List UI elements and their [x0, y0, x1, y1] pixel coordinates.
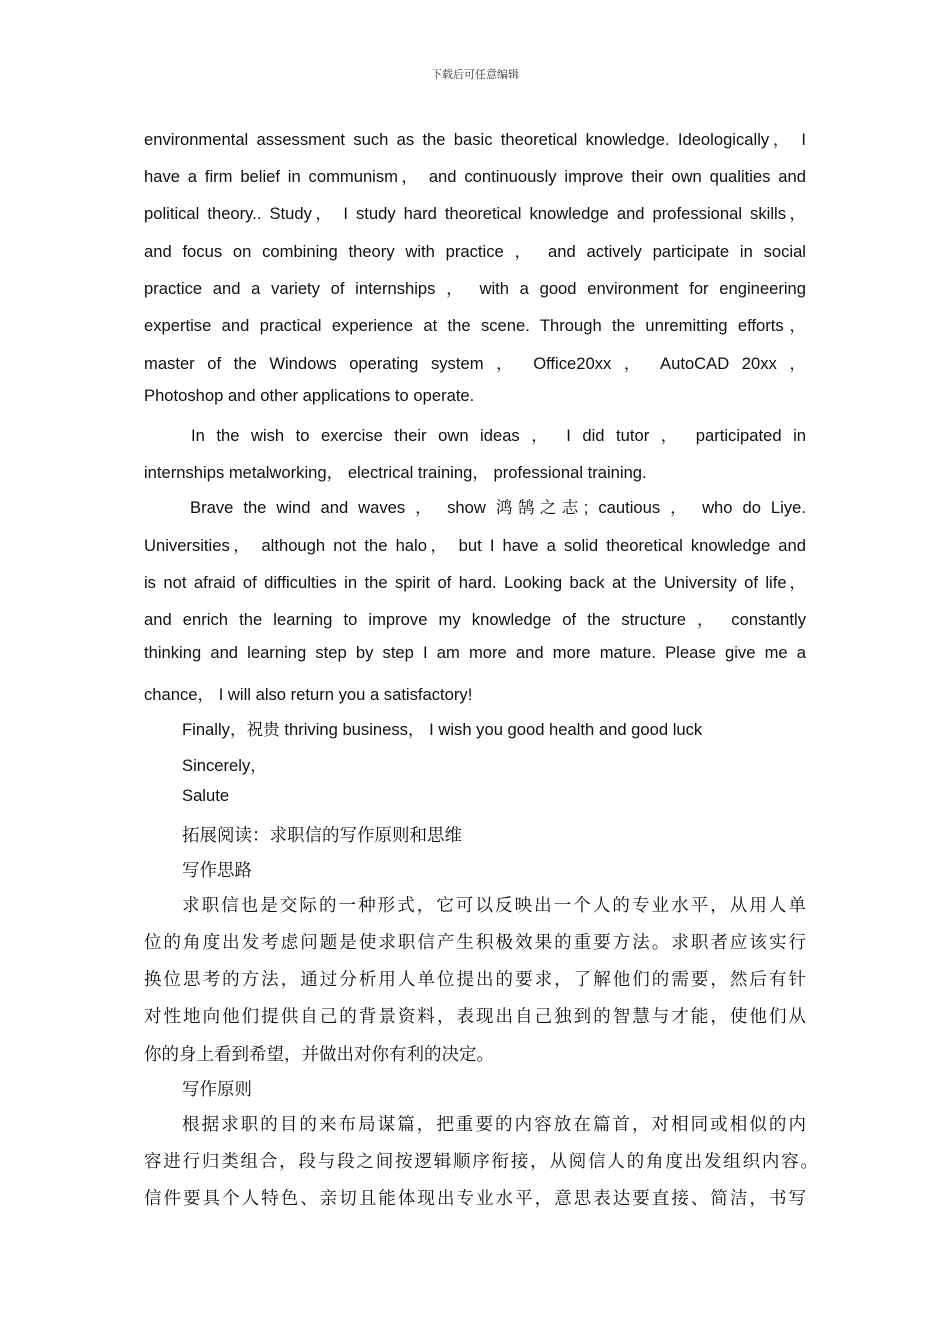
section2-line-3: 信件要具个人特色、亲切且能体现出专业水平，意思表达要直接、简洁，书写	[144, 1189, 806, 1209]
section1-line-1: 求职信也是交际的一种形式，它可以反映出一个人的专业水平，从用人单	[182, 896, 806, 916]
para2-line-1: In the wish to exercise their own ideas ， I did tutor ， participated in	[191, 426, 806, 445]
para1-line-3: political theory.. Study， I study hard theoretical knowledge and professional skills，	[144, 204, 806, 223]
para3-line-1: Brave the wind and waves ， show 鸿鹄之志; cautious ， who do Liye.	[190, 498, 806, 517]
para3-line-3: is not afraid of difficulties in the spirit of hard. Looking back at the University of life，	[144, 573, 806, 592]
section1-line-3: 换位思考的方法，通过分析用人单位提出的要求，了解他们的需要，然后有针	[144, 970, 806, 990]
para3-line-4: and enrich the learning to improve my knowledge of the structure ， constantly	[144, 610, 806, 629]
section1-line-2: 位的角度出发考虑问题是使求职信产生积极效果的重要方法。求职者应该实行	[144, 933, 806, 953]
page-header: 下载后可任意编辑	[431, 68, 519, 81]
para1-line-1: environmental assessment such as the basic theoretical knowledge. Ideologically， I	[144, 130, 806, 149]
para3-line-5: thinking and learning step by step I am more and more mature. Please give me a	[144, 643, 806, 662]
para1-line-2: have a firm belief in communism， and continuously improve their own qualities and	[144, 167, 806, 186]
section1-line-5: 你的身上看到希望，并做出对你有利的决定。	[144, 1045, 494, 1065]
para1-line-7: master of the Windows operating system ， Office20xx ， AutoCAD 20xx ，	[144, 354, 806, 373]
closing-finally: Finally，祝贵 thriving business， I wish you good health and good luck	[182, 720, 703, 739]
para3-line-2: Universities， although not the halo， but I have a solid theoretical knowledge and	[144, 536, 806, 555]
closing-salute: Salute	[182, 786, 230, 805]
closing-sincerely: Sincerely，	[182, 756, 267, 775]
para1-line-8: Photoshop and other applications to operate.	[144, 386, 475, 405]
para1-line-5: practice and a variety of internships ， with a good environment for engineering	[144, 279, 806, 298]
para2-line-2: internships metalworking， electrical training， professional training.	[144, 463, 647, 482]
section1-heading: 写作思路	[182, 861, 252, 881]
para1-line-6: expertise and practical experience at the scene. Through the unremitting efforts，	[144, 316, 806, 335]
section2-line-2: 容进行归类组合，段与段之间按逻辑顺序衔接，从阅信人的角度出发组织内容。	[144, 1152, 818, 1172]
section2-heading: 写作原则	[182, 1080, 252, 1100]
section2-line-1: 根据求职的目的来布局谋篇，把重要的内容放在篇首，对相同或相似的内	[182, 1115, 806, 1135]
extended-title: 拓展阅读：求职信的写作原则和思维	[182, 826, 462, 846]
para1-line-4: and focus on combining theory with practice ， and actively participate in social	[144, 242, 806, 261]
section1-line-4: 对性地向他们提供自己的背景资料，表现出自己独到的智慧与才能，使他们从	[144, 1007, 806, 1027]
para3-line-6: chance， I will also return you a satisfactory!	[144, 685, 473, 704]
